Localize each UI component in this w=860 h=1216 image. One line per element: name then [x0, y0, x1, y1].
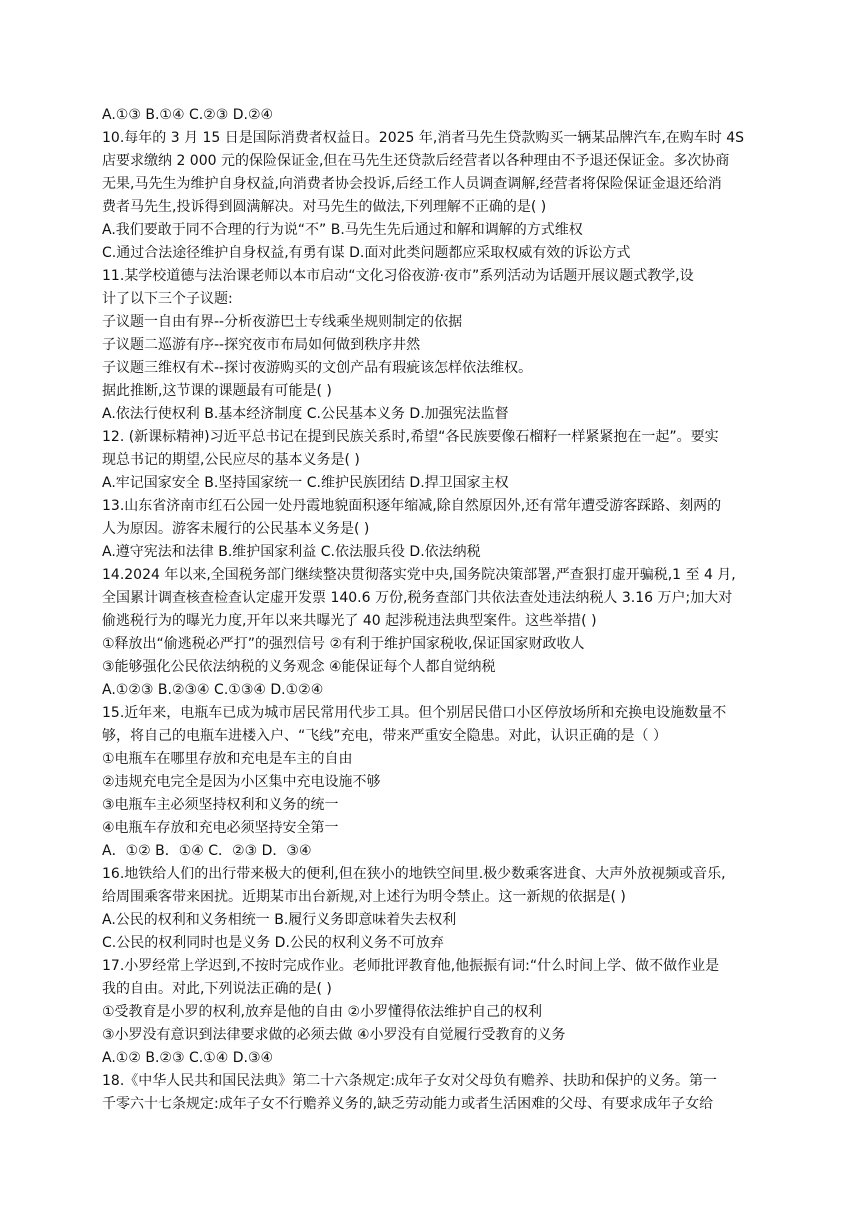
text-line: A.①② B.②③ C.①④ D.③④ [102, 1050, 274, 1066]
text-line: A.依法行使权利 B.基本经济制度 C.公民基本义务 D.加强宪法监督 [102, 406, 509, 422]
text-line: 15.近年来，电瓶车已成为城市居民常用代步工具。但个别居民借口小区停放场所和充换电设施数量不 [102, 705, 727, 721]
text-line: 子议题二巡游有序--探究夜市布局如何做到秩序井然 [102, 337, 421, 353]
text-line: ②违规充电完全是因为小区集中充电设施不够 [102, 774, 381, 790]
text-line: 10.每年的 3 月 15 日是国际消费者权益日。2025 年,消者马先生贷款购买一辆某品牌汽车,在购车时 4S [102, 130, 745, 146]
text-line: 18.《中华人民共和国民法典》第二十六条规定:成年子女对父母负有赡养、扶助和保护的义务。第一 [102, 1073, 717, 1089]
text-line: 全国累计调查核查检查认定虚开发票 140.6 万份,税务查部门共依法查处违法纳税人 3.16 万户;加大对 [102, 590, 733, 606]
text-line: A.①②③ B.②③④ C.①③④ D.①②④ [102, 682, 324, 698]
text-line: 17.小罗经常上学迟到,不按时完成作业。老师批评教育他,他振振有词:“什么时间上学、做不做作业是 [102, 958, 720, 974]
text-line: A．①② B．①④ C．②③ D．③④ [102, 843, 312, 859]
text-line: ①释放出“偷逃税必严打”的强烈信号 ②有利于维护国家税收,保证国家财政收人 [102, 636, 585, 652]
text-line: 店要求缴纳 2 000 元的保险保证金,但在马先生还贷款后经营者以各种理由不予退还保证金。多次协商 [102, 153, 730, 169]
text-line: 够，将自己的电瓶车进楼入户、“飞线”充电，带来严重安全隐患。对此，认识正确的是（ ） [102, 728, 667, 744]
text-line: 14.2024 年以来,全国税务部门继续整决贯彻落实党中央,国务院决策部署,严查狠打虚开骗税,1 至 4 月, [102, 567, 736, 583]
text-line: 费者马先生,投诉得到圆满解决。对马先生的做法,下列理解不正确的是( ) [102, 199, 547, 215]
text-line: A.公民的权利和义务相统一 B.履行义务即意味着失去权利 [102, 912, 457, 928]
text-line: 12. (新课标精神)习近平总书记在提到民族关系时,希望“各民族要像石榴籽一样紧紧抱在一起”。要实 [102, 429, 719, 445]
text-line: 给周围乘客带来困扰。近期某市出台新规,对上述行为明令禁止。这一新规的依据是( ) [102, 889, 626, 905]
exam-text-body [102, 104, 770, 1116]
text-line: 计了以下三个子议题: [102, 291, 233, 307]
text-line: 子议题三维权有术--探讨夜游购买的文创产品有瑕疵该怎样依法维权。 [102, 360, 533, 376]
text-line: 人为原因。游客未履行的公民基本义务是( ) [102, 521, 370, 537]
text-line: 千零六十七条规定:成年子女不行赡养义务的,缺乏劳动能力或者生活困难的父母、有要求成年子女给 [102, 1096, 714, 1112]
text-line: A.①③ B.①④ C.②③ D.②④ [102, 107, 274, 123]
text-line: C.通过合法途径维护自身权益,有勇有谋 D.面对此类问题都应采取权威有效的诉讼方式 [102, 245, 631, 261]
text-line: ①受教育是小罗的权利,放弃是他的自由 ②小罗懂得依法维护自己的权利 [102, 1004, 543, 1020]
text-line: A.我们要敢于同不合理的行为说“不” B.马先生先后通过和解和调解的方式维权 [102, 222, 583, 238]
text-line: C.公民的权利同时也是义务 D.公民的权利义务不可放弃 [102, 935, 444, 951]
text-line: 现总书记的期望,公民应尽的基本义务是( ) [102, 452, 360, 468]
text-line: A.遵守宪法和法律 B.维护国家利益 C.依法服兵役 D.依法纳税 [102, 544, 481, 560]
text-line: 13.山东省济南市红石公园一处丹霞地貌面积逐年缩减,除自然原因外,还有常年遭受游客踩路、刻两的 [102, 498, 722, 514]
text-line: 据此推断,这节课的课题最有可能是( ) [102, 383, 332, 399]
text-line: ③能够强化公民依法纳税的义务观念 ④能保证每个人都自觉纳税 [102, 659, 496, 675]
text-line: 无果,马先生为维护自身权益,向消费者协会投诉,后经工作人员调查调解,经营者将保险保证金退还给消 [102, 176, 722, 192]
text-line: 偷逃税行为的曝光力度,开年以来共曝光了 40 起涉税违法典型案件。这些举措( ) [102, 613, 597, 629]
text-line: 我的自由。对此,下列说法正确的是( ) [102, 981, 332, 997]
text-line: A.牢记国家安全 B.坚持国家统一 C.维护民族团结 D.捍卫国家主权 [102, 475, 509, 491]
text-line: ③电瓶车主必须坚持权利和义务的统一 [102, 797, 339, 813]
text-line: ③小罗没有意识到法律要求做的必须去做 ④小罗没有自觉履行受教育的义务 [102, 1027, 566, 1043]
text-line: ①电瓶车在哪里存放和充电是车主的自由 [102, 751, 353, 767]
text-line: 子议题一自由有界--分析夜游巴士专线乘坐规则制定的依据 [102, 314, 463, 330]
text-line: 16.地铁给人们的出行带来极大的便利,但在狭小的地铁空间里.极少数乘客进食、大声外放视频或音乐, [102, 866, 726, 882]
text-line: ④电瓶车存放和充电必须坚持安全第一 [102, 820, 339, 836]
text-line: 11.某学校道德与法治课老师以本市启动“文化习俗夜游·夜市”系列活动为话题开展议题式教学,设 [102, 268, 694, 284]
